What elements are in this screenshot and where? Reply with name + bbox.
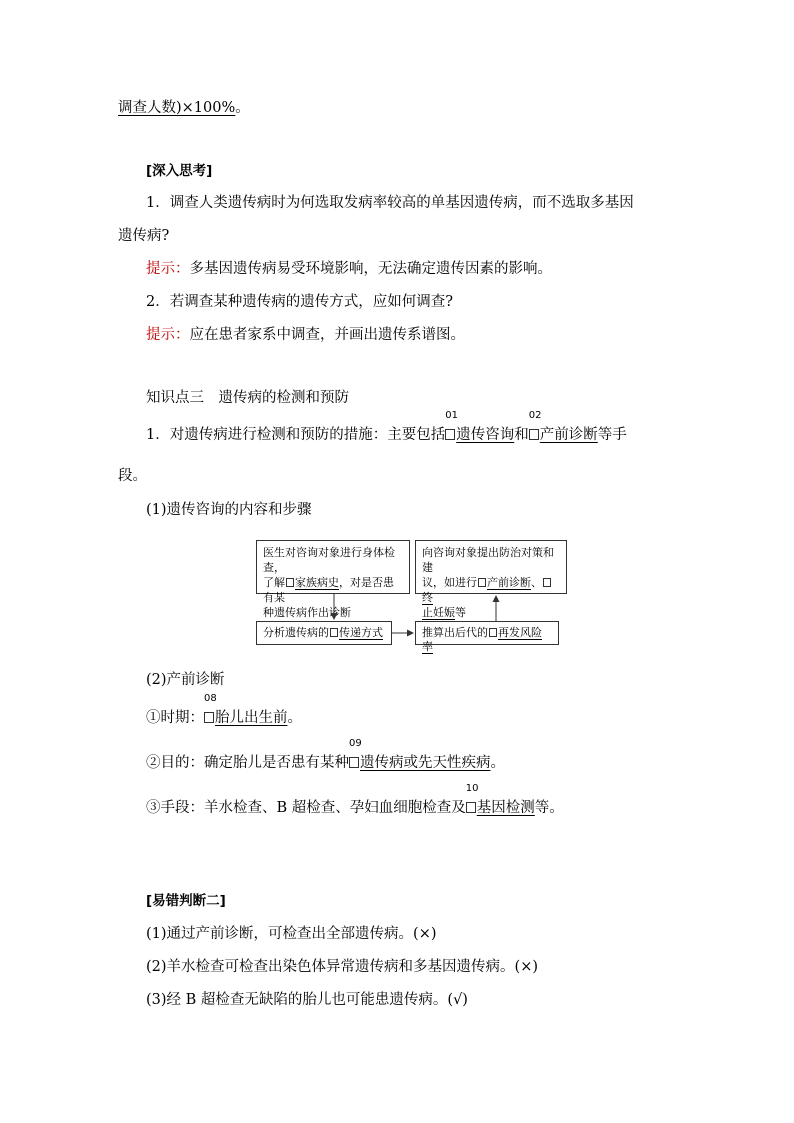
blank-10	[465, 783, 479, 818]
item-end: 等。	[534, 800, 564, 816]
answer-10: 基因检测	[476, 800, 535, 816]
item-label: ③手段：羊水检查、B 超检查、孕妇血细胞检查及	[146, 800, 466, 816]
flow-answer: 止妊娠	[422, 606, 455, 619]
flow-text: 向咨询对象提出防治对策和建	[422, 546, 554, 574]
item-period	[146, 693, 302, 728]
flow-text-part: 、	[531, 576, 542, 589]
answer-09: 遗传病或先天性疾病	[360, 755, 491, 771]
formula-tail: 调查人数)×100%	[118, 100, 236, 116]
flow-answer: 产前诊断	[487, 576, 531, 589]
flow-answer: 再发风险率	[422, 626, 542, 653]
flow-text-part: 分析遗传病的	[263, 626, 329, 639]
answer-2-text: 应在患者家系中调查，并画出遗传系谱图。	[189, 327, 465, 343]
flow-text-part: 议，如进行	[422, 576, 477, 589]
paragraph-1-line-2: 段。	[118, 468, 147, 484]
item-end: 。	[490, 755, 505, 771]
question-1-line-2: 遗传病?	[118, 228, 170, 244]
judge-item-2: (2)羊水检查可检查出染色体异常遗传病和多基因遗传病。(×)	[146, 959, 539, 975]
flow-text: 医生对咨询对象进行身体检查，	[263, 546, 395, 574]
question-2: 2．若调查某种遗传病的遗传方式，应如何调查?	[146, 294, 453, 310]
conjunction: 和	[514, 427, 529, 443]
subheading-2: (2)产前诊断	[146, 672, 225, 688]
period: 。	[235, 100, 250, 116]
blank-08	[204, 693, 217, 728]
blank-number: 09	[349, 738, 362, 749]
flow-text-part: 了解	[263, 576, 285, 589]
judge-item-3: (3)经 B 超检查无缺陷的胎儿也可能患遗传病。(√)	[146, 992, 468, 1008]
section-title: 知识点三 遗传病的检测和预防	[146, 390, 349, 406]
answer-01: 遗传咨询	[456, 427, 515, 443]
flow-text-part: ，对是否患有某	[263, 576, 394, 604]
answer-1-text: 多基因遗传病易受环境影响，无法确定遗传因素的影响。	[189, 261, 552, 277]
hint-label: 提示：	[146, 261, 190, 277]
blank-box-icon	[349, 757, 359, 768]
think-header: [深入思考]	[146, 163, 213, 179]
judge-header: [易错判断二]	[146, 893, 226, 909]
blank-number: 01	[445, 410, 458, 421]
p1-prefix: 1．对遗传病进行检测和预防的措施：主要包括	[146, 427, 446, 443]
subheading-1: (1)遗传咨询的内容和步骤	[146, 502, 312, 518]
question-1-line-1: 1．调查人类遗传病时为何选取发病率较高的单基因遗传病，而不选取多基因	[146, 195, 634, 211]
flow-answer: 家族病史	[295, 576, 339, 589]
item-purpose	[146, 738, 505, 773]
answer-02: 产前诊断	[539, 427, 598, 443]
item-label: ①时期：	[146, 710, 204, 726]
item-end: 。	[287, 710, 302, 726]
blank-number: 02	[528, 410, 542, 421]
hint-label: 提示：	[146, 327, 190, 343]
blank-number: 08	[204, 693, 217, 704]
flow-answer: 终	[422, 591, 433, 604]
flow-text-part: 推算出后代的	[422, 626, 488, 639]
judge-item-1: (1)通过产前诊断，可检查出全部遗传病。(×)	[146, 926, 437, 942]
blank-number: 10	[465, 783, 479, 794]
blank-09	[349, 738, 362, 773]
item-means	[146, 783, 564, 818]
flow-text-part: 等	[455, 606, 466, 619]
blank-box-icon	[466, 802, 476, 813]
blank-box-icon	[204, 712, 214, 723]
answer-08: 胎儿出生前	[215, 710, 288, 726]
flow-text: 种遗传病作出诊断	[263, 606, 351, 619]
item-label: ②目的：确定胎儿是否患有某种	[146, 755, 349, 771]
p1-suffix: 等手	[597, 427, 627, 443]
flow-answer: 传递方式	[339, 626, 383, 639]
